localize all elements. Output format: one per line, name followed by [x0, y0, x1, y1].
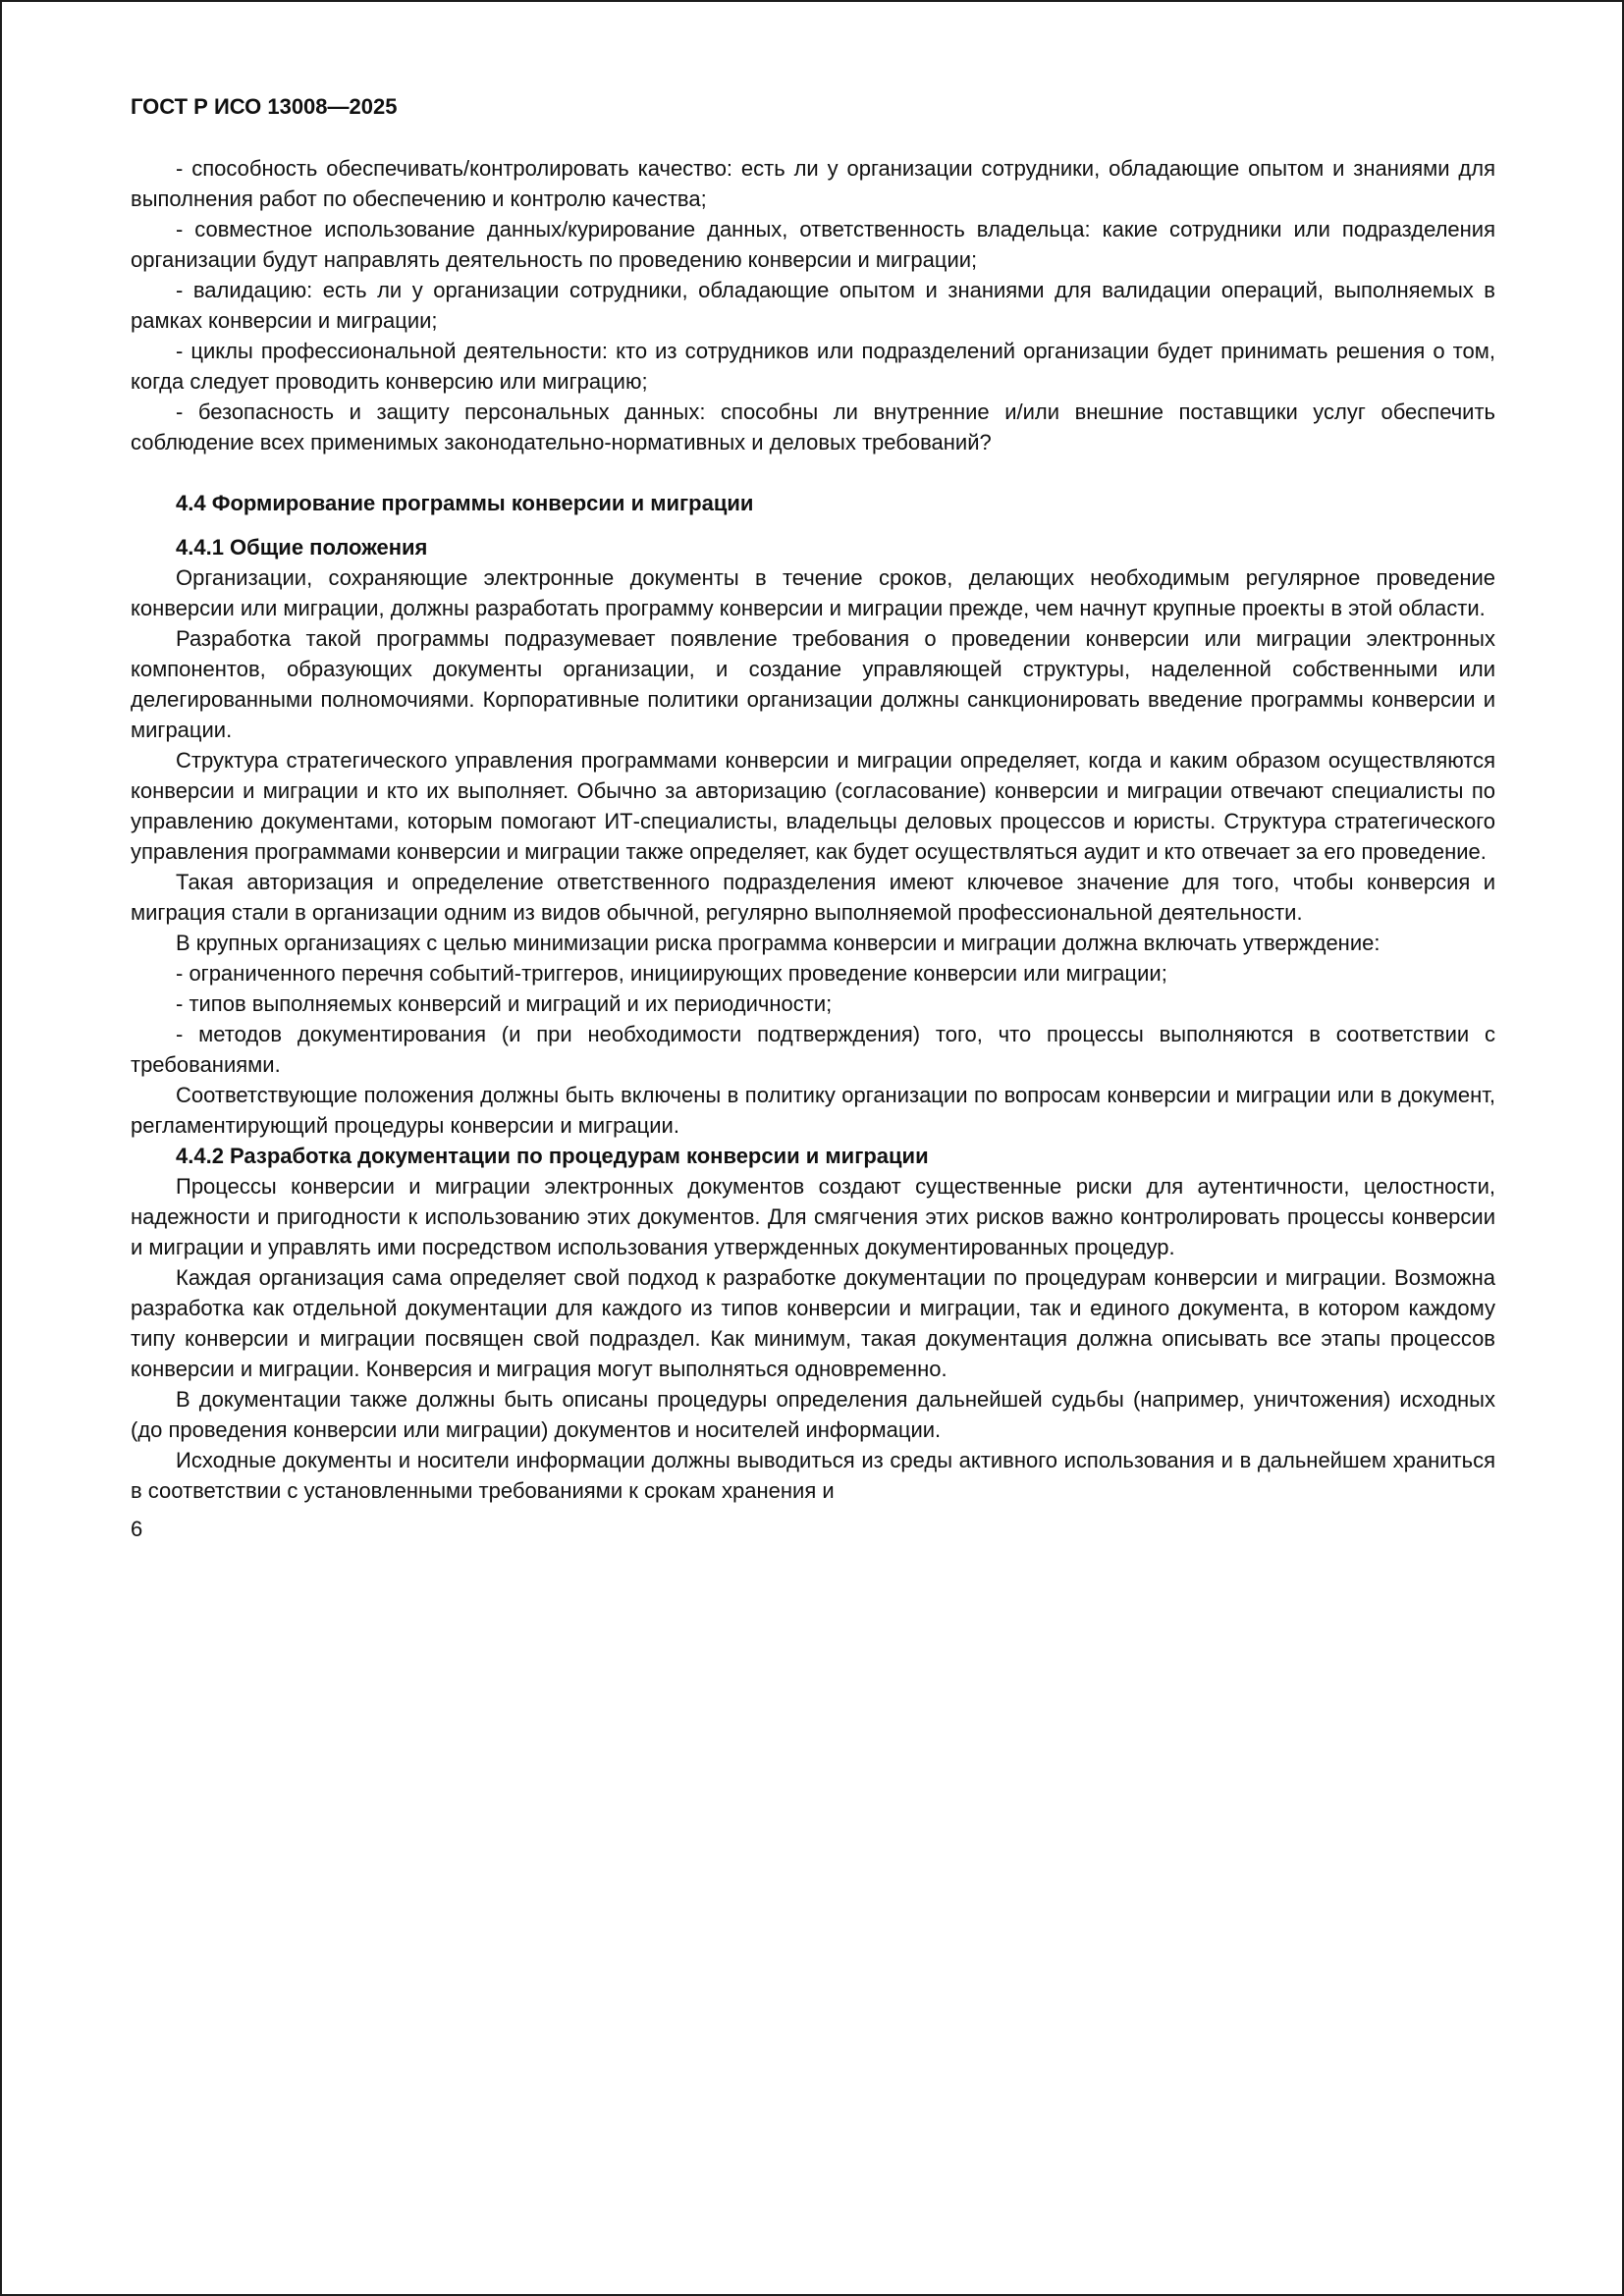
paragraph: Каждая организация сама определяет свой подход к разработке документации по процедурам конверсии и миграции. Возможна разработка как отдельной документации для каждого из типов конверсии и миграции, так и единого документа, в котором каждому типу конверсии и миграции посвящен свой подраздел. Как минимум, такая документация должна описывать все этапы процессов конверсии и миграции. Конверсия и миграция могут выполняться одновременно. [131, 1265, 1495, 1381]
subsection-heading-4-4-1: 4.4.1 Общие положения [176, 535, 428, 560]
paragraph: В документации также должны быть описаны процедуры определения дальнейшей судьбы (например, уничтожения) исходных (до проведения конверсии или миграции) документов и носителей информации. [131, 1387, 1495, 1442]
section-heading-4-4: 4.4 Формирование программы конверсии и миграции [176, 491, 754, 515]
list-item: - ограниченного перечня событий-триггеров, инициирующих проведение конверсии или миграции; [176, 961, 1167, 986]
paragraph: Процессы конверсии и миграции электронных документов создают существенные риски для аутентичности, целостности, надежности и пригодности к использованию этих документов. Для смягчения этих рисков важно контролировать процессы конверсии и миграции и управлять ими посредством использования утвержденных документированных процедур. [131, 1174, 1495, 1259]
paragraph: Структура стратегического управления программами конверсии и миграции определяет, когда и каким образом осуществляются конверсии и миграции и кто их выполняет. Обычно за авторизацию (согласование) конверсии и миграции отвечают специалисты по управлению документами, которым помогают ИТ-специалисты, владельцы деловых процессов и юристы. Структура стратегического управления программами конверсии и миграции также определяет, как будет осуществляться аудит и кто отвечает за его проведение. [131, 748, 1495, 864]
paragraph: Соответствующие положения должны быть включены в политику организации по вопросам конверсии и миграции или в документ, регламентирующий процедуры конверсии и миграции. [131, 1083, 1495, 1138]
list-item: - способность обеспечивать/контролировать качество: есть ли у организации сотрудники, обладающие опытом и знаниями для выполнения работ по обеспечению и контролю качества; [131, 156, 1495, 211]
page-number: 6 [131, 1517, 143, 1541]
paragraph: Разработка такой программы подразумевает появление требования о проведении конверсии или миграции электронных компонентов, образующих документы организации, и создание управляющей структуры, наделенной собственными или делегированными полномочиями. Корпоративные политики организации должны санкционировать введение программы конверсии и миграции. [131, 626, 1495, 742]
list-item: - безопасность и защиту персональных данных: способны ли внутренние и/или внешние поставщики услуг обеспечить соблюдение всех применимых законодательно-нормативных и деловых требований? [131, 400, 1495, 454]
paragraph: Такая авторизация и определение ответственного подразделения имеют ключевое значение для того, чтобы конверсия и миграция стали в организации одним из видов обычной, регулярно выполняемой профессиональной деятельности. [131, 870, 1495, 925]
list-item: - типов выполняемых конверсий и миграций и их периодичности; [176, 991, 833, 1016]
list-item: - совместное использование данных/курирование данных, ответственность владельца: какие сотрудники или подразделения организации будут направлять деятельность по проведению конверсии и миграции; [131, 217, 1495, 272]
list-item: - циклы профессиональной деятельности: кто из сотрудников или подразделений организации будет принимать решения о том, когда следует проводить конверсию или миграцию; [131, 339, 1495, 394]
paragraph: Организации, сохраняющие электронные документы в течение сроков, делающих необходимым регулярное проведение конверсии или миграции, должны разработать программу конверсии и миграции прежде, чем начнут крупные проекты в этой области. [131, 565, 1495, 620]
paragraph: В крупных организациях с целью минимизации риска программа конверсии и миграции должна включать утверждение: [176, 931, 1380, 955]
paragraph: Исходные документы и носители информации должны выводиться из среды активного использования и в дальнейшем храниться в соответствии с установленными требованиями к срокам хранения и [131, 1448, 1495, 1503]
doc-header: ГОСТ Р ИСО 13008—2025 [131, 94, 398, 119]
list-item: - методов документирования (и при необходимости подтверждения) того, что процессы выполняются в соответствии с требованиями. [131, 1022, 1495, 1077]
list-item: - валидацию: есть ли у организации сотрудники, обладающие опытом и знаниями для валидации операций, выполняемых в рамках конверсии и миграции; [131, 278, 1495, 333]
subsection-heading-4-4-2: 4.4.2 Разработка документации по процедурам конверсии и миграции [176, 1144, 929, 1168]
